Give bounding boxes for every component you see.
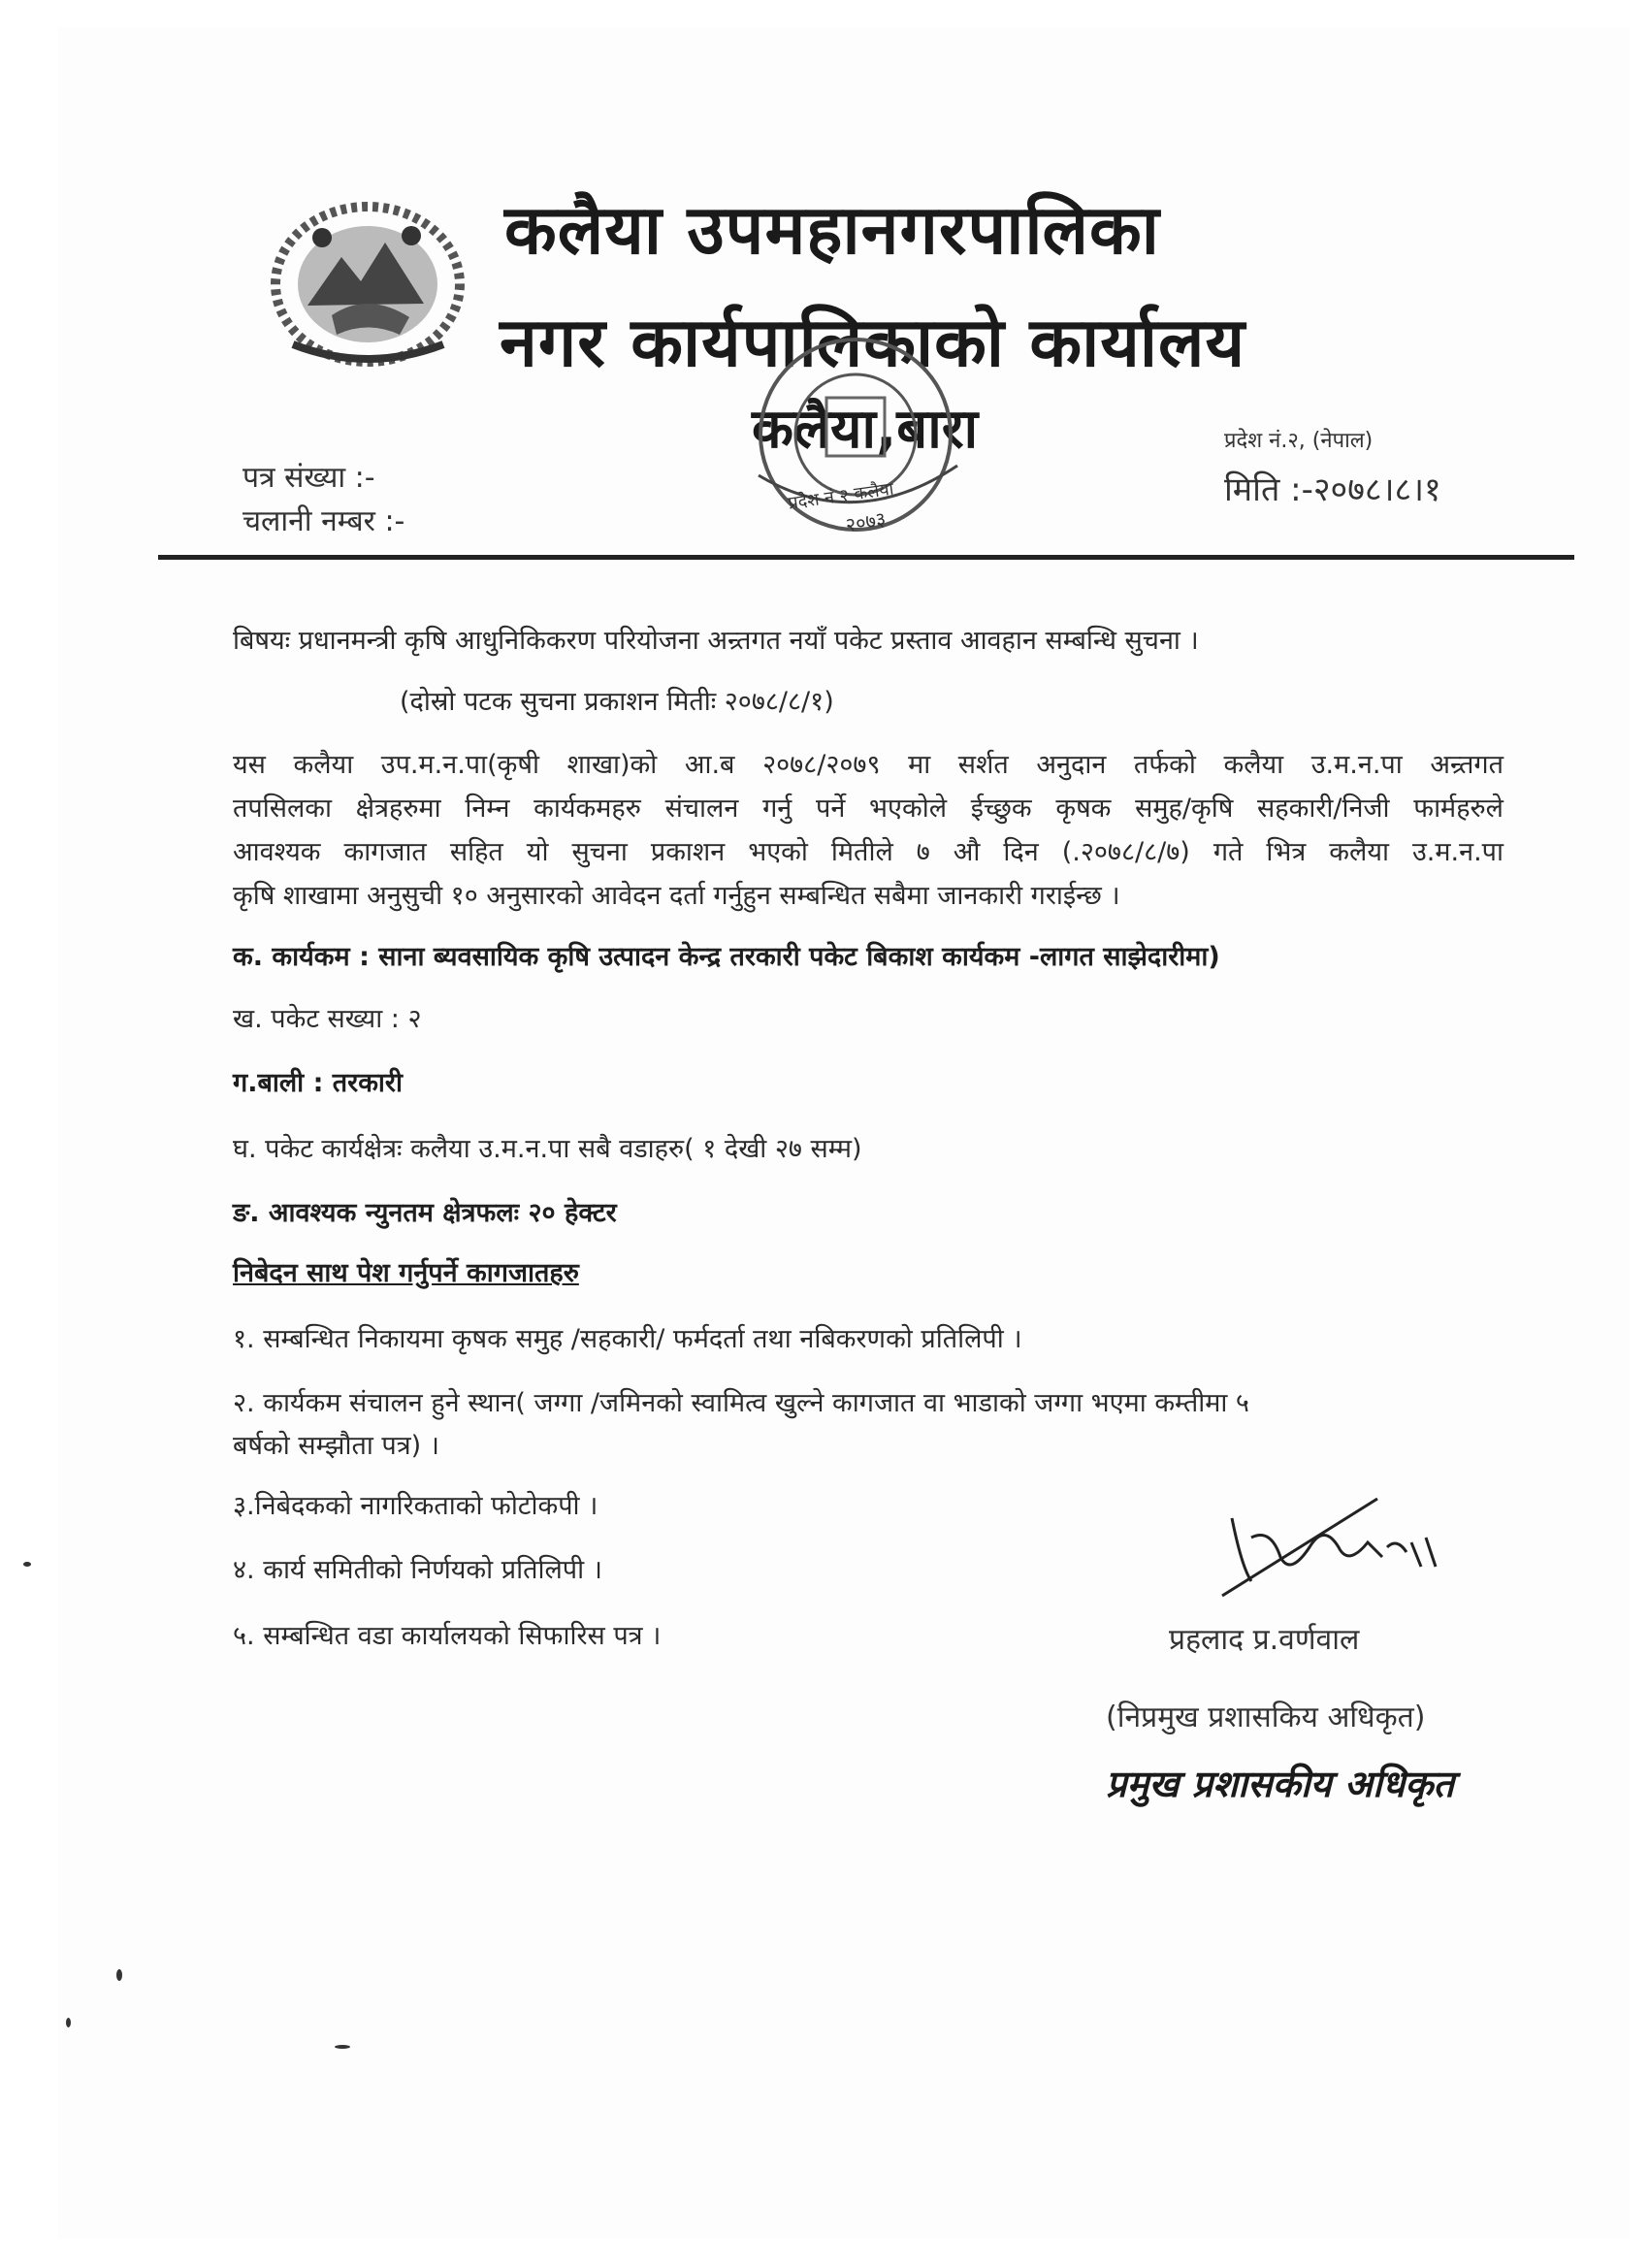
svg-text:२०७३: २०७३ — [843, 506, 889, 537]
item-pocket-area: घ. पकेट कार्यक्षेत्रः कलैया उ.म.न.पा सबै वडाहरु( १ देखी २७ सम्म) — [233, 1134, 862, 1164]
office-seal-stamp — [729, 330, 982, 538]
paragraph-line-1: यस कलैया उप.म.न.पा(कृषी शाखा)को आ.ब २०७८/२०७९ मा सर्शत अनुदान तर्फको कलैया उ.म.न.पा अन्र्तगत — [233, 750, 1504, 780]
office-location: कलैया,बारा — [752, 398, 979, 461]
dispatch-number-label: चलानी नम्बर :- — [242, 504, 405, 538]
signatory-name: प्रहलाद प्र.वर्णवाल — [1169, 1623, 1360, 1657]
paragraph-line-2: तपसिलका क्षेत्रहरुमा निम्न कार्यकमहरु संचालन गर्नु पर्ने भएकोले ईच्छुक कृषक समुह/कृषि सहकारी/निजी फार्महरुले — [233, 794, 1504, 824]
office-name-heading: कलैया उपमहानगरपालिका — [504, 190, 1160, 270]
paragraph-line-4: कृषि शाखामा अनुसुची १० अनुसारको आवेदन दर्ता गर्नुहुन सम्बन्धित सबैमा जानकारी गराईन्छ । — [233, 881, 1120, 911]
nepal-emblem-icon — [264, 199, 472, 369]
designation-stamp: प्रमुख प्रशासकीय अधिकृत — [1106, 1763, 1455, 1805]
svg-text:प्रदेश नं २ कलैया: प्रदेश नं २ कलैया — [787, 478, 895, 514]
document-item-3: ३.निबेदकको नागरिकताको फोटोकपी । — [233, 1491, 598, 1521]
paragraph-line-3: आवश्यक कागजात सहित यो सुचना प्रकाशन भएको मितीले ७ औ दिन (.२०७८/८/७) गते भित्र कलैया उ.म.न.पा — [233, 837, 1504, 867]
item-crop: ग.बाली : तरकारी — [233, 1068, 403, 1098]
required-documents-heading: निबेदन साथ पेश गर्नुपर्ने कागजातहरु — [233, 1258, 579, 1288]
scan-speck — [23, 1562, 31, 1567]
scan-speck — [66, 2018, 71, 2027]
header-divider — [158, 555, 1574, 560]
province-label: प्रदेश नं.२, (नेपाल) — [1224, 429, 1374, 453]
document-item-2-continued: बर्षको सम्झौता पत्र) । — [233, 1431, 439, 1461]
handwritten-signature — [1212, 1489, 1445, 1605]
document-item-2: २. कार्यकम संचालन हुने स्थान( जग्गा /जमिनको स्वामित्व खुल्ने कागजात वा भाडाको जग्गा भएमा कम्तीमा ५ — [233, 1388, 1249, 1418]
date-label: मिति :-२०७८।८।१ — [1224, 470, 1441, 509]
document-item-5: ५. सम्बन्धित वडा कार्यालयको सिफारिस पत्र । — [233, 1621, 662, 1651]
document-item-4: ४. कार्य समितीको निर्णयको प्रतिलिपी । — [233, 1555, 602, 1585]
item-pocket-count: ख. पकेट सख्या : २ — [233, 1004, 422, 1034]
scan-speck — [116, 1969, 122, 1981]
publication-note: (दोस्रो पटक सुचना प्रकाशन मितीः २०७८/८/१) — [400, 687, 834, 717]
office-subtitle-heading: नगर कार्यपालिकाको कार्यालय — [500, 303, 1246, 382]
subject-line: बिषयः प्रधानमन्त्री कृषि आधुनिकिकरण परियोजना अन्र्तगत नयाँ पकेट प्रस्ताव आवहान सम्बन्धि सुचना । — [233, 626, 1199, 656]
document-item-1: १. सम्बन्धित निकायमा कृषक समुह /सहकारी/ फर्मदर्ता तथा नबिकरणको प्रतिलिपी । — [233, 1324, 1022, 1354]
item-program: क. कार्यकम : साना ब्यवसायिक कृषि उत्पादन केन्द्र तरकारी पकेट बिकाश कार्यकम -लागत साझेदारीमा) — [233, 942, 1220, 972]
scan-speck — [335, 2045, 350, 2049]
letter-number-label: पत्र संख्या :- — [242, 461, 375, 495]
item-minimum-area: ङ. आवश्यक न्युनतम क्षेत्रफलः २० हेक्टर — [233, 1198, 617, 1228]
signatory-title: (निप्रमुख प्रशासकिय अधिकृत) — [1106, 1701, 1426, 1734]
